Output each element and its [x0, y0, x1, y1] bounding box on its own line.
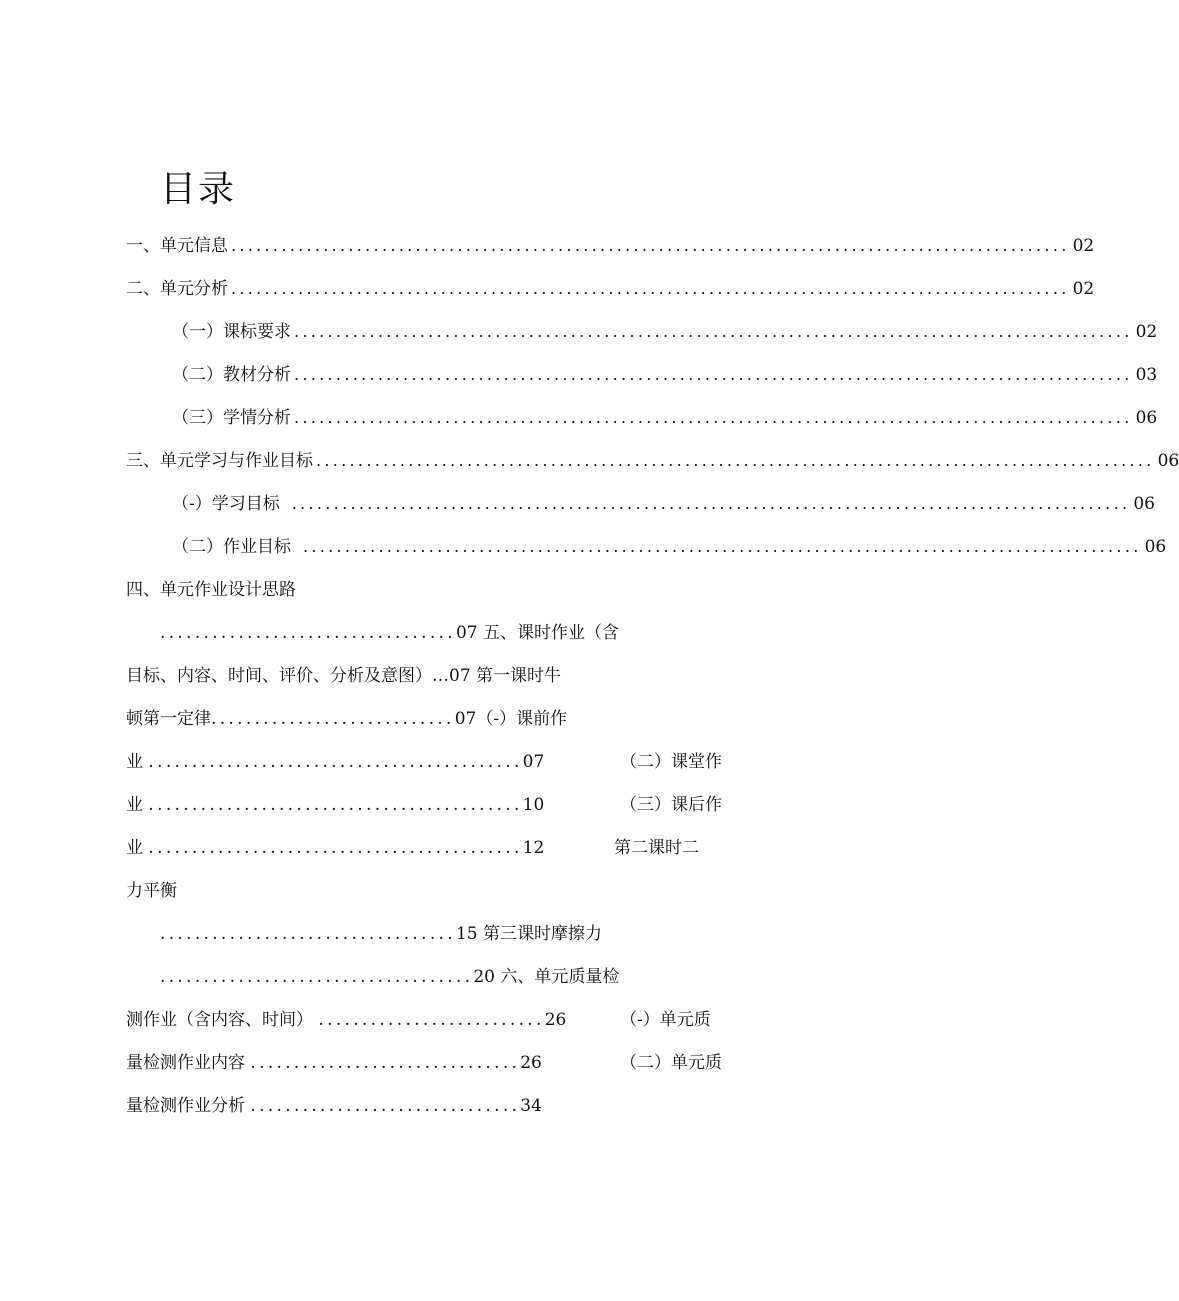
toc-text: 量检测作业分析: [126, 1096, 245, 1116]
toc-page: 26: [520, 1053, 542, 1073]
toc-page: 06: [1157, 451, 1179, 471]
dot-leader: ...........................................: [148, 752, 523, 772]
toc-page: 07: [522, 752, 545, 772]
toc-label: 一、单元信息: [126, 236, 228, 256]
toc-line[interactable]: [126, 878, 177, 904]
toc-entry-goals[interactable]: [126, 448, 1179, 474]
toc-page: 12: [522, 838, 545, 858]
toc-text: 业: [126, 795, 143, 815]
toc-page: 02: [1072, 236, 1095, 256]
toc-label: 四、单元作业设计思路: [126, 580, 296, 600]
toc-line[interactable]: [126, 1050, 726, 1076]
toc-text: 07（-）课前作: [454, 709, 568, 729]
toc-page: 06: [1133, 494, 1155, 514]
toc-label: （-）学习目标: [172, 494, 280, 514]
toc-text: （二）课堂作: [620, 752, 722, 772]
toc-text: 力平衡: [126, 881, 177, 901]
toc-page: 06: [1144, 537, 1167, 557]
toc-text: 量检测作业内容: [126, 1053, 245, 1073]
toc-line[interactable]: [126, 1007, 726, 1033]
toc-entry-textbook[interactable]: [172, 362, 1158, 388]
dot-leader: ...............................: [250, 1096, 521, 1116]
dot-leader: ..........................: [318, 1010, 545, 1030]
toc-page: 26: [544, 1010, 567, 1030]
toc-text: 目标、内容、时间、评价、分析及意图）…07 第一课时牛: [126, 666, 562, 686]
dot-leader: ...........................................: [148, 838, 523, 858]
dot-leader: ....................................: [160, 967, 474, 987]
toc-page: 03: [1135, 365, 1158, 385]
dot-leader: ..................................: [160, 623, 456, 643]
toc-text: （三）课后作: [620, 795, 722, 815]
dot-leader: ...........................................: [148, 795, 523, 815]
toc-text: 测作业（含内容、时间）: [126, 1010, 313, 1030]
dot-leader: ...............................: [250, 1053, 521, 1073]
toc-line[interactable]: [126, 835, 726, 861]
dot-leader: ..................................: [160, 924, 456, 944]
toc-label: （二）教材分析: [172, 365, 291, 385]
toc-entry-homework-goals[interactable]: [172, 534, 1167, 560]
toc-text: 20 六、单元质量检: [473, 967, 620, 987]
toc-page: 34: [520, 1096, 542, 1116]
toc-line[interactable]: [126, 663, 561, 689]
toc-entry-unit-analysis[interactable]: [126, 276, 1095, 302]
toc-entry-curriculum[interactable]: [172, 319, 1158, 345]
toc-entry-unit-info[interactable]: [126, 233, 1095, 259]
toc-label: （一）课标要求: [172, 322, 291, 342]
toc-page: 10: [522, 795, 545, 815]
toc-line[interactable]: [160, 921, 602, 947]
toc-line[interactable]: [126, 749, 726, 775]
dot-leader: ....................................................................................................: [291, 494, 1131, 513]
toc-text: 顿第一定律: [126, 709, 211, 729]
toc-text: 第二课时二: [614, 838, 699, 858]
toc-line[interactable]: [126, 1093, 542, 1119]
toc-line[interactable]: [126, 792, 726, 818]
toc-label: （三）学情分析: [172, 408, 291, 428]
toc-label: 二、单元分析: [126, 279, 228, 299]
toc-text: （二）单元质: [620, 1053, 722, 1073]
toc-text: 业: [126, 752, 143, 772]
dot-leader: ....................................................................................................: [231, 236, 1070, 255]
toc-line[interactable]: [160, 620, 619, 646]
toc-page: 06: [1135, 408, 1158, 428]
toc-text: 15 第三课时摩擦力: [455, 924, 602, 944]
dot-leader: ....................................................................................................: [294, 322, 1133, 341]
toc-title: 目录: [160, 169, 237, 210]
dot-leader: ....................................................................................................: [294, 365, 1133, 384]
toc-page: 02: [1135, 322, 1158, 342]
dot-leader: ....................................................................................................: [231, 279, 1070, 298]
dot-leader: ............................: [211, 709, 455, 729]
toc-text: 业: [126, 838, 143, 858]
dot-leader: ....................................................................................................: [294, 408, 1133, 427]
toc-page: 02: [1072, 279, 1095, 299]
toc-line[interactable]: [126, 706, 567, 732]
toc-line-design-ideas[interactable]: [126, 577, 296, 603]
toc-text: 07 五、课时作业（含: [455, 623, 619, 643]
toc-label: （二）作业目标: [172, 537, 291, 557]
toc-line[interactable]: [160, 964, 619, 990]
dot-leader: ....................................................................................................: [316, 451, 1155, 470]
toc-text: （-）单元质: [620, 1010, 711, 1030]
toc-entry-learning-goals[interactable]: [172, 491, 1155, 517]
toc-label: 三、单元学习与作业目标: [126, 451, 313, 471]
dot-leader: ....................................................................................................: [303, 537, 1142, 556]
toc-entry-learners[interactable]: [172, 405, 1158, 431]
